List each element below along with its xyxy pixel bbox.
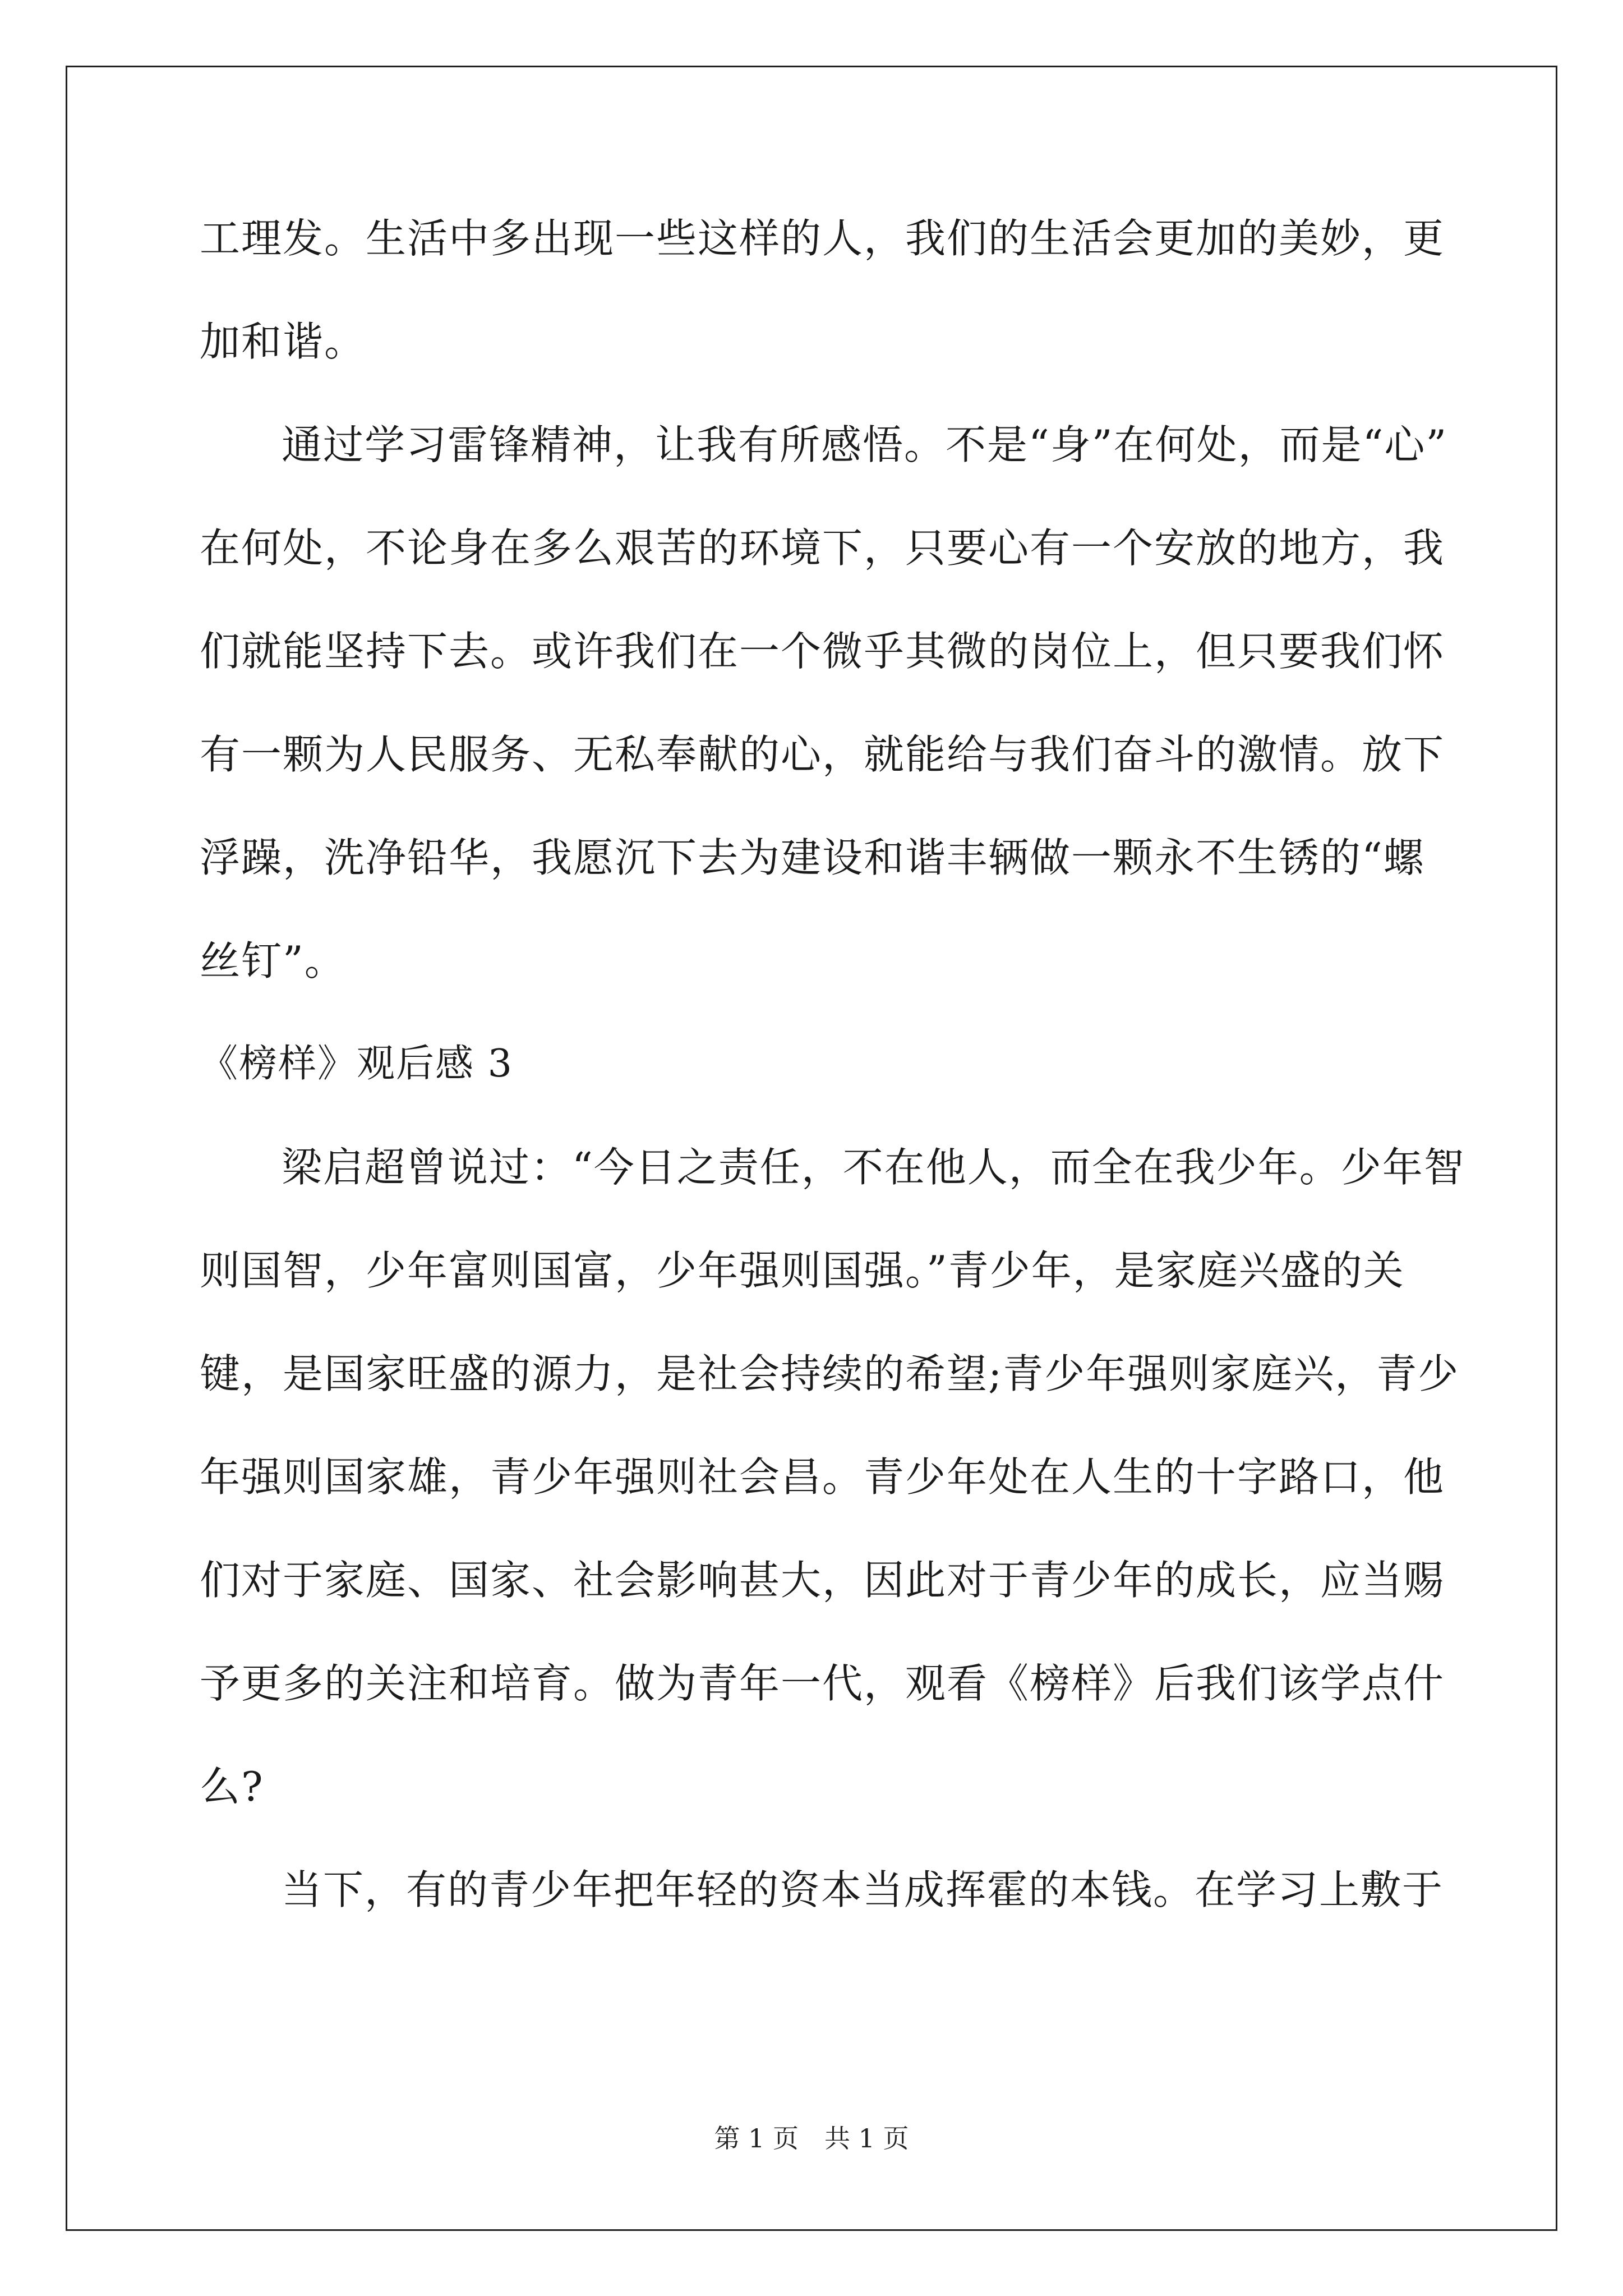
text-line: 有一颗为人民服务、无私奉献的心，就能给与我们奋斗的激情。放下 [200,731,1445,778]
text-line: 在何处，不论身在多么艰苦的环境下，只要心有一个安放的地方，我 [200,524,1445,572]
text-line: 当下，有的青少年把年轻的资本当成挥霍的本钱。在学习上敷于 [282,1866,1444,1913]
page-footer: 第 1 页 共 1 页 [714,2123,909,2154]
text-line: 么? [200,1763,264,1810]
text-line: 们对于家庭、国家、社会影响甚大，因此对于青少年的成长，应当赐 [200,1557,1445,1604]
text-line: 浮躁，洗净铅华，我愿沉下去为建设和谐丰辆做一颗永不生锈的“螺 [200,834,1425,881]
section-heading: 《榜样》观后感 3 [200,1042,513,1086]
text-line: 键，是国家旺盛的源力，是社会持续的希望;青少年强则家庭兴，青少 [200,1350,1460,1397]
text-line: 梁启超曾说过：“今日之责任，不在他人，而全在我少年。少年智 [282,1144,1465,1191]
text-line: 予更多的关注和培育。做为青年一代，观看《榜样》后我们该学点什 [200,1660,1445,1707]
document-body [200,213,1465,1968]
text-line: 通过学习雷锋精神，让我有所感悟。不是“身”在何处，而是“心” [282,421,1448,468]
text-line: 则国智，少年富则国富，少年强则国强。”青少年，是家庭兴盛的关 [200,1247,1405,1294]
text-line: 们就能坚持下去。或许我们在一个微乎其微的岗位上，但只要我们怀 [200,628,1445,675]
text-line: 丝钉”。 [200,937,346,984]
text-line: 年强则国家雄，青少年强则社会昌。青少年处在人生的十字路口，他 [200,1453,1445,1501]
text-line: 加和谐。 [200,318,366,365]
text-line: 工理发。生活中多出现一些这样的人，我们的生活会更加的美妙，更 [200,215,1445,262]
